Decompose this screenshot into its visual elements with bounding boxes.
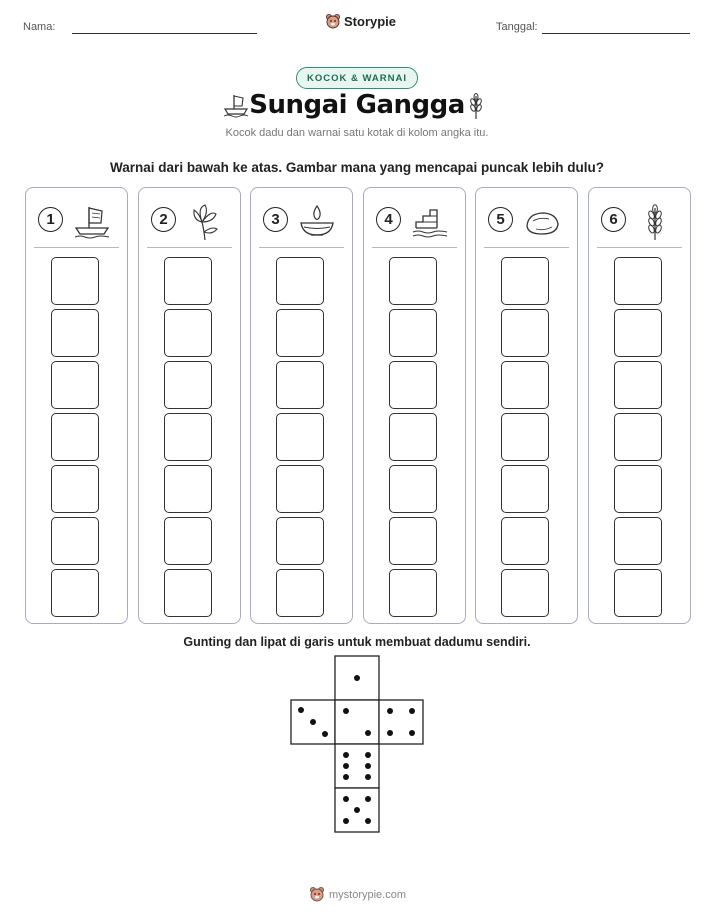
die-face-3: [291, 700, 335, 744]
column-number: 5: [488, 207, 513, 232]
coloring-instruction: Warnai dari bawah ke atas. Gambar mana yang mencapai puncak lebih dulu?: [110, 160, 604, 175]
color-box[interactable]: [276, 465, 324, 513]
color-box[interactable]: [389, 413, 437, 461]
color-box[interactable]: [51, 569, 99, 617]
date-line: [542, 33, 690, 34]
color-box[interactable]: [164, 361, 212, 409]
name-line: [72, 33, 257, 34]
color-box[interactable]: [614, 257, 662, 305]
wheat-icon: [466, 92, 486, 120]
color-box[interactable]: [614, 465, 662, 513]
color-box[interactable]: [51, 517, 99, 565]
color-box[interactable]: [614, 517, 662, 565]
column-1: [25, 187, 128, 624]
color-box[interactable]: [501, 517, 549, 565]
color-box[interactable]: [389, 517, 437, 565]
color-box[interactable]: [51, 413, 99, 461]
color-box[interactable]: [501, 465, 549, 513]
color-box[interactable]: [501, 361, 549, 409]
die-face-5: [335, 788, 379, 832]
color-box[interactable]: [614, 569, 662, 617]
wheat-icon: [635, 202, 675, 242]
footer-url[interactable]: mystorypie.com: [329, 888, 407, 901]
page-subtitle: Kocok dadu dan warnai satu kotak di kolom angka itu.: [225, 127, 489, 139]
color-box[interactable]: [164, 257, 212, 305]
color-box[interactable]: [164, 465, 212, 513]
color-box[interactable]: [614, 413, 662, 461]
color-box[interactable]: [51, 257, 99, 305]
column-header: [372, 202, 457, 248]
color-box[interactable]: [276, 257, 324, 305]
color-box[interactable]: [276, 517, 324, 565]
die-face-1: [335, 656, 379, 700]
color-box[interactable]: [501, 257, 549, 305]
die-face-4: [379, 700, 423, 744]
color-box[interactable]: [276, 569, 324, 617]
color-box[interactable]: [389, 257, 437, 305]
boat-icon: [72, 202, 112, 242]
column-5: [475, 187, 578, 624]
column-header: [34, 202, 119, 248]
column-header: [597, 202, 682, 248]
diya-lamp-icon: [297, 202, 337, 242]
color-box[interactable]: [164, 569, 212, 617]
color-box[interactable]: [614, 309, 662, 357]
column-number: 2: [151, 207, 176, 232]
color-box[interactable]: [276, 361, 324, 409]
color-box[interactable]: [501, 413, 549, 461]
column-header: [147, 202, 232, 248]
column-6: [588, 187, 691, 624]
column-4: [363, 187, 466, 624]
column-number: 3: [263, 207, 288, 232]
color-box[interactable]: [164, 413, 212, 461]
ghat-steps-icon: [410, 202, 450, 242]
column-2: [138, 187, 241, 624]
color-box[interactable]: [389, 465, 437, 513]
column-number: 4: [376, 207, 401, 232]
color-box[interactable]: [614, 361, 662, 409]
color-box[interactable]: [389, 361, 437, 409]
color-box[interactable]: [501, 309, 549, 357]
color-box[interactable]: [501, 569, 549, 617]
color-box[interactable]: [51, 361, 99, 409]
bear-logo-icon: [309, 886, 325, 903]
color-box[interactable]: [51, 309, 99, 357]
color-box[interactable]: [164, 517, 212, 565]
column-number: 6: [601, 207, 626, 232]
page-title: Sungai Gangga: [249, 90, 465, 120]
color-box[interactable]: [276, 309, 324, 357]
date-label: Tanggal:: [496, 21, 538, 33]
river-stone-icon: [522, 202, 562, 242]
column-3: [250, 187, 353, 624]
column-number: 1: [38, 207, 63, 232]
color-box[interactable]: [389, 569, 437, 617]
footer: [309, 886, 406, 903]
color-box[interactable]: [276, 413, 324, 461]
color-box[interactable]: [51, 465, 99, 513]
die-face-6: [335, 744, 379, 788]
column-header: [484, 202, 569, 248]
lotus-flower-icon: [185, 202, 225, 242]
color-box[interactable]: [389, 309, 437, 357]
die-face-2: [335, 700, 379, 744]
activity-badge: KOCOK & WARNAI: [296, 67, 418, 89]
cut-instruction: Gunting dan lipat di garis untuk membuat dadumu sendiri.: [183, 635, 531, 649]
color-box[interactable]: [164, 309, 212, 357]
bear-logo-icon: [325, 13, 341, 30]
brand-name: Storypie: [344, 14, 397, 29]
name-label: Nama:: [23, 21, 56, 33]
column-header: [259, 202, 344, 248]
brand-logo: [325, 13, 396, 30]
